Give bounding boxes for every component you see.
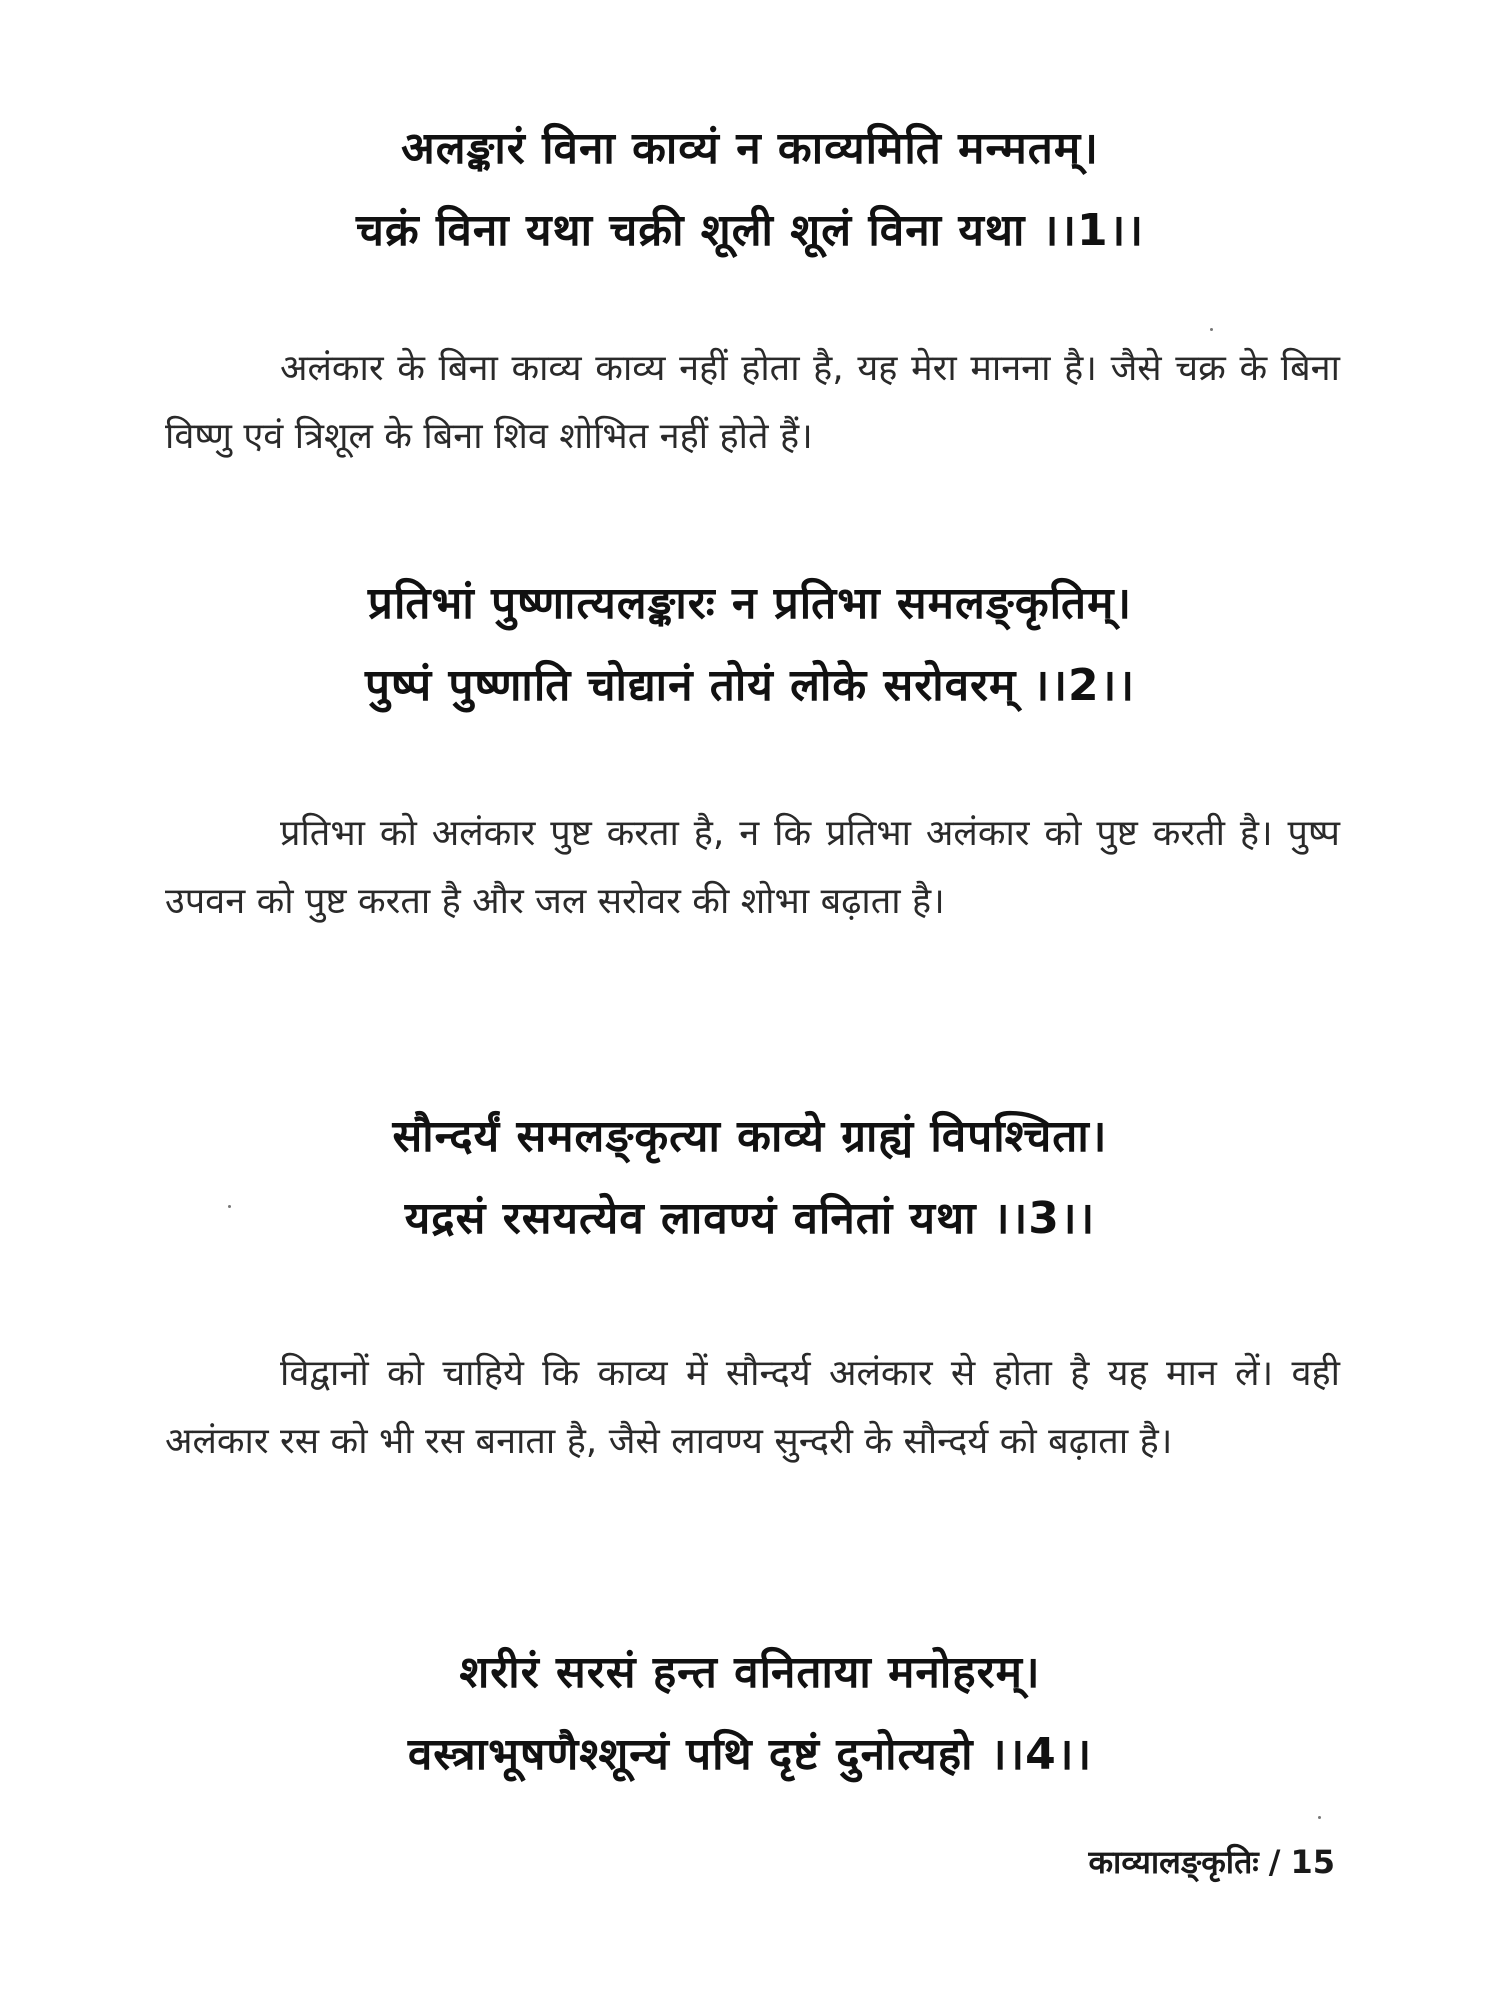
scan-speck: [1318, 1816, 1321, 1819]
verse-1-line-2: चक्रं विना यथा चक्री शूली शूलं विना यथा ।।1।।: [355, 205, 1145, 256]
verse-4-line-1: शरीरं सरसं हन्त वनिताया मनोहरम्।: [459, 1647, 1041, 1698]
verse-2: [0, 563, 1500, 727]
gloss-2: [165, 800, 1340, 936]
scan-speck: [228, 1205, 231, 1208]
verse-1: [0, 108, 1500, 272]
verse-2-line-1: प्रतिभां पुष्णात्यलङ्कारः न प्रतिभा समलङ्कृतिम्।: [367, 578, 1133, 629]
gloss-3-text: विद्वानों को चाहिये कि काव्य में सौन्दर्य अलंकार से होता है यह मान लें। वही अलंकार रस को भी रस बनाता है, जैसे लावण्य सुन्दरी के सौन्दर्य को बढ़ाता है।: [165, 1353, 1340, 1462]
verse-4: [0, 1632, 1500, 1796]
verse-4-line-2: वस्त्राभूषणैश्शून्यं पथि दृष्टं दुनोत्यहो ।।4।।: [407, 1729, 1093, 1780]
gloss-1-text: अलंकार के बिना काव्य काव्य नहीं होता है, यह मेरा मानना है। जैसे चक्र के बिना विष्णु एवं त्रिशूल के बिना शिव शोभित नहीं होते हैं।: [165, 348, 1340, 457]
page-number: 15: [1290, 1843, 1335, 1881]
verse-3-line-1: सौन्दर्यं समलङ्कृत्या काव्ये ग्राह्यं विपश्चिता।: [392, 1111, 1108, 1162]
verse-3: [0, 1096, 1500, 1260]
verse-3-line-2: यद्रसं रसयत्येव लावण्यं वनितां यथा ।।3।।: [404, 1193, 1096, 1244]
page-footer: [1088, 1840, 1335, 1883]
gloss-2-text: प्रतिभा को अलंकार पुष्ट करता है, न कि प्रतिभा अलंकार को पुष्ट करती है। पुष्प उपवन को पुष्ट करता है और जल सरोवर की शोभा बढ़ाता है।: [165, 813, 1340, 922]
verse-2-line-2: पुष्पं पुष्णाति चोद्यानं तोयं लोके सरोवरम् ।।2।।: [364, 660, 1136, 711]
footer-book-title: काव्यालङ्कृतिः: [1088, 1843, 1259, 1881]
gloss-1: [165, 335, 1340, 471]
gloss-3: [165, 1340, 1340, 1476]
footer-separator: /: [1268, 1843, 1281, 1881]
scan-speck: [1210, 328, 1213, 331]
verse-1-line-1: अलङ्कारं विना काव्यं न काव्यमिति मन्मतम्।: [401, 123, 1099, 174]
